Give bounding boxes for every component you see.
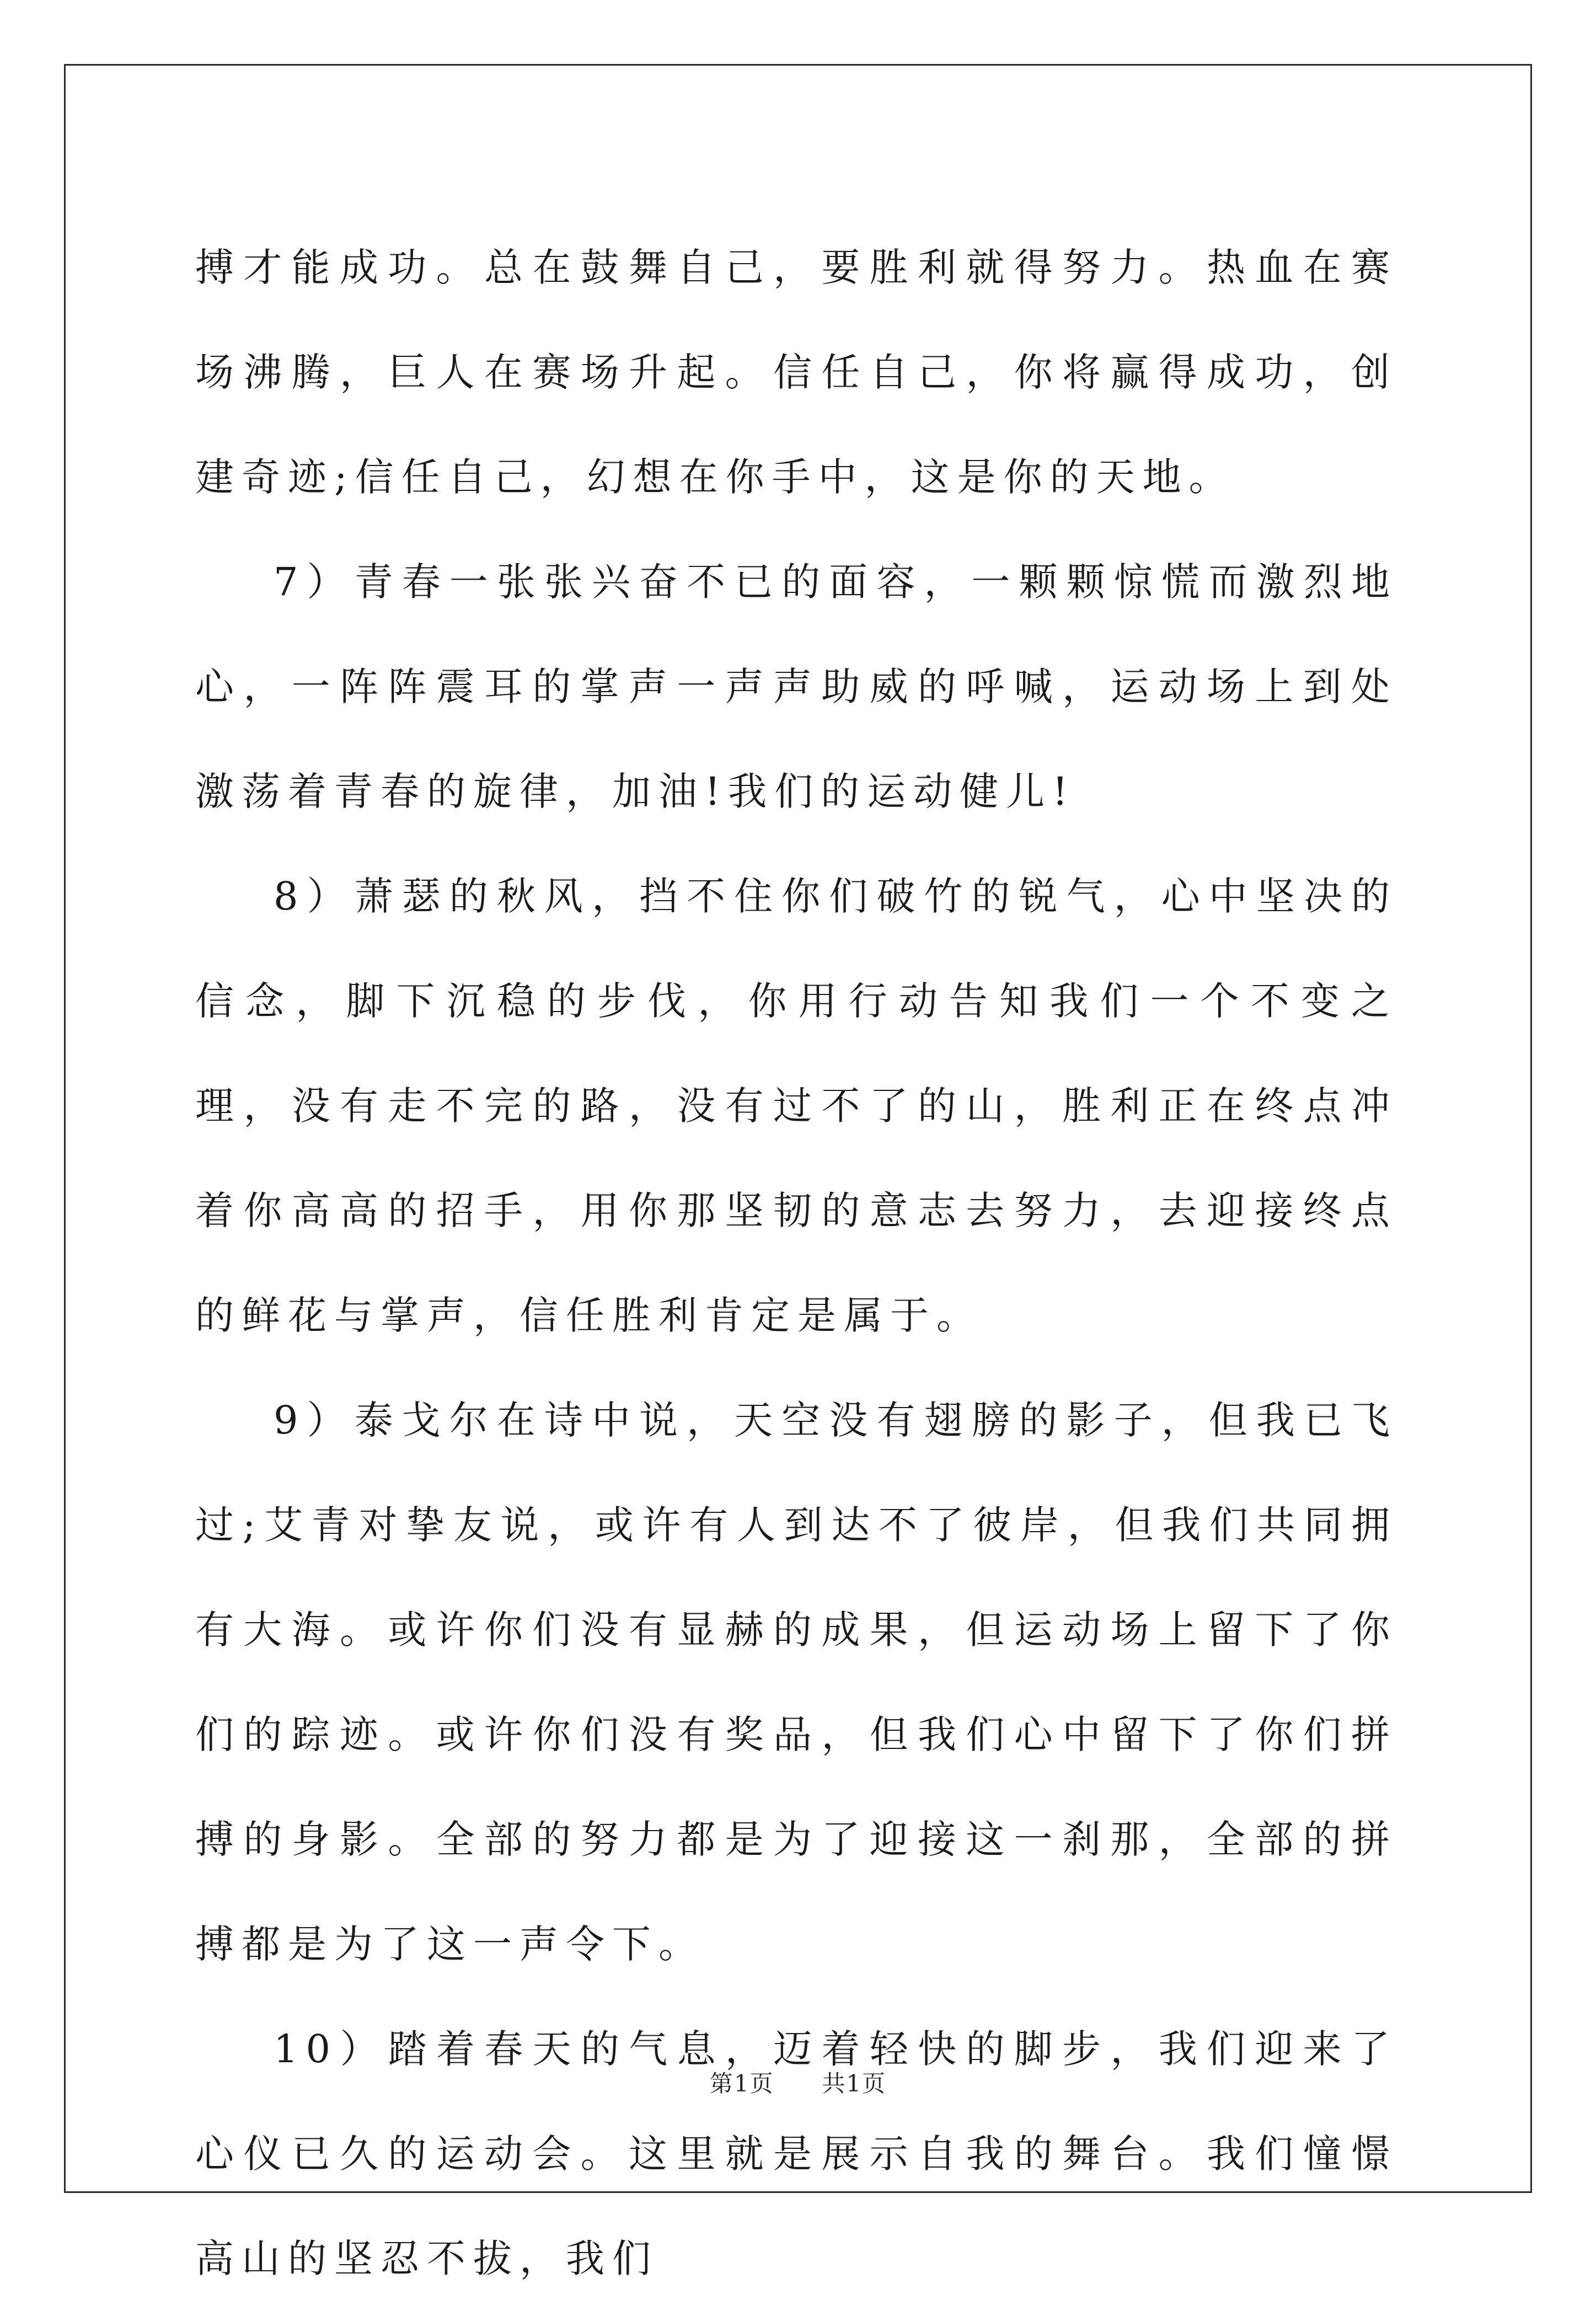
paragraph-item-10: 10）踏着春天的气息，迈着轻快的脚步，我们迎来了心仪已久的运动会。这里就是展示自我的舞台。我们憧憬高山的坚忍不拔，我们 xyxy=(195,2026,1397,2281)
paragraph-item-9: 9）泰戈尔在诗中说，天空没有翅膀的影子，但我已飞过;艾青对挚友说，或许有人到达不了彼岸，但我们共同拥有大海。或许你们没有显赫的成果，但运动场上留下了你们的踪迹。或许你们没有奖品，但我们心中留下了你们拼搏的身影。全部的努力都是为了迎接这一刹那，全部的拼搏都是为了这一声令下。 xyxy=(195,1398,1397,1967)
document-body xyxy=(195,215,1397,2311)
page-number-current: 第1页 xyxy=(709,2070,774,2097)
page-footer xyxy=(0,2066,1596,2099)
paragraph-continuation: 搏才能成功。总在鼓舞自己，要胜利就得努力。热血在赛场沸腾，巨人在赛场升起。信任自己，你将赢得成功，创建奇迹;信任自己，幻想在你手中，这是你的天地。 xyxy=(195,245,1397,500)
page-number-total: 共1页 xyxy=(822,2070,887,2097)
paragraph-item-8: 8）萧瑟的秋风，挡不住你们破竹的锐气，心中坚决的信念，脚下沉稳的步伐，你用行动告知我们一个不变之理，没有走不完的路，没有过不了的山，胜利正在终点冲着你高高的招手，用你那坚韧的意志去努力，去迎接终点的鲜花与掌声，信任胜利肯定是属于。 xyxy=(195,874,1397,1338)
paragraph-item-7: 7）青春一张张兴奋不已的面容，一颗颗惊慌而激烈地心，一阵阵震耳的掌声一声声助威的呼喊，运动场上到处激荡着青春的旋律，加油!我们的运动健儿! xyxy=(195,559,1397,814)
